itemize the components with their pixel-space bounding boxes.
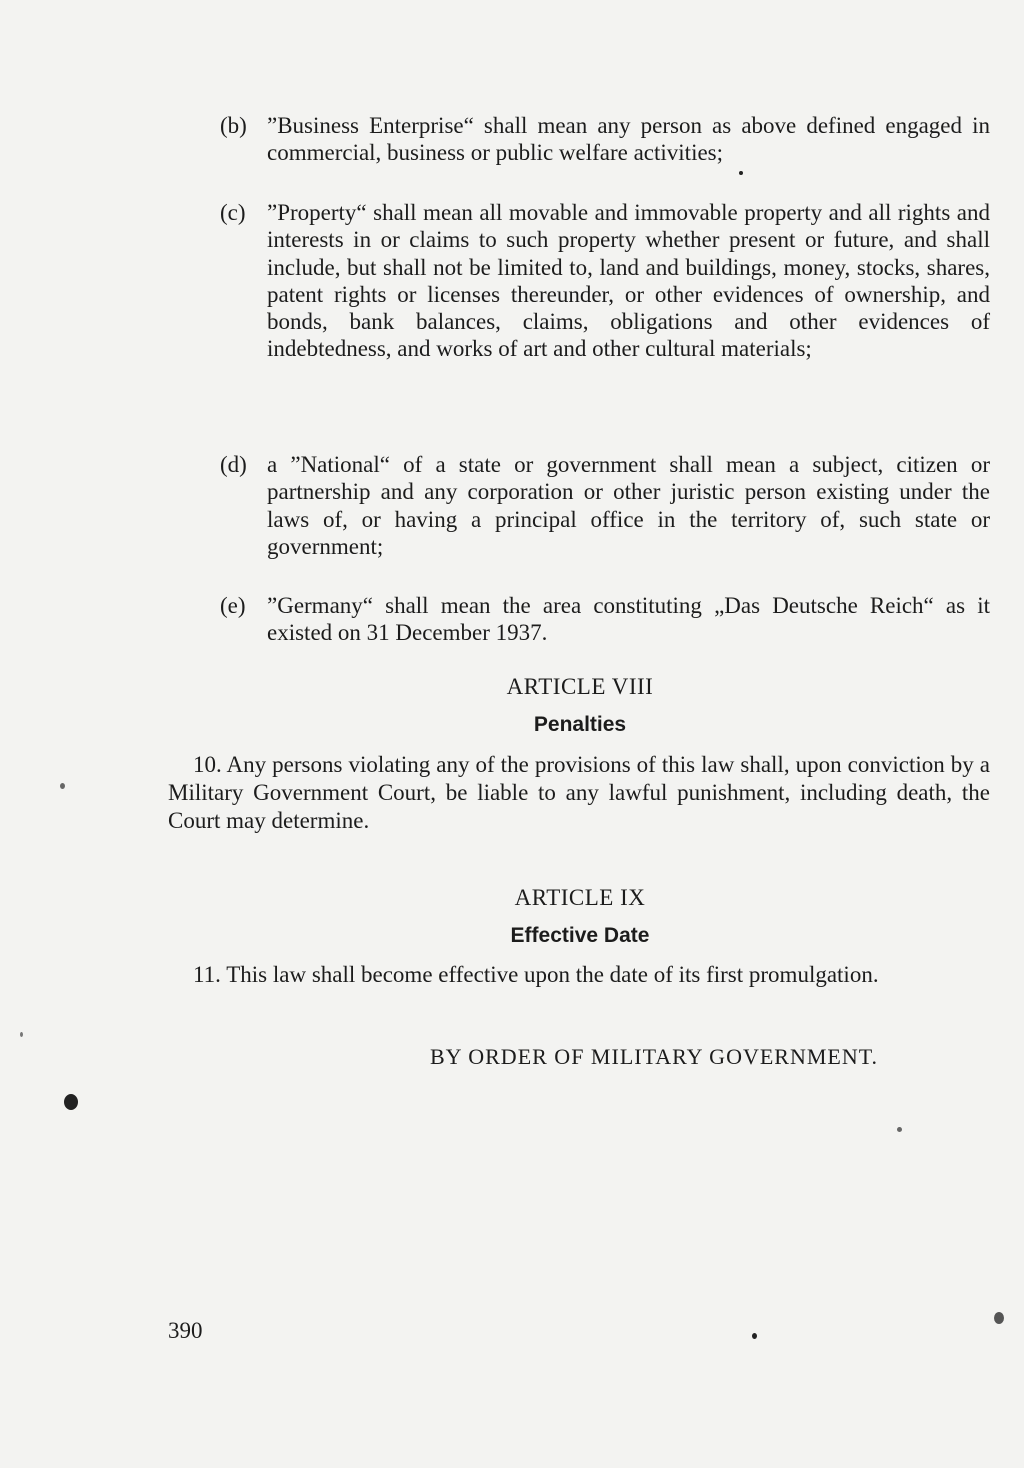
- definition-letter: (b): [220, 113, 247, 138]
- scan-speck: [897, 1127, 902, 1132]
- scan-speck: [994, 1312, 1004, 1324]
- article-viii-paragraph: 10. Any persons violating any of the provisions of this law shall, upon conviction by a Military Government Court, be liable to any lawful punishment, including death, the Court may determine.: [168, 752, 990, 833]
- definition-e: [220, 592, 990, 647]
- definition-c: [220, 199, 990, 363]
- scan-speck: [739, 171, 743, 175]
- page-number: 390: [168, 1318, 203, 1343]
- definition-letter: (c): [220, 200, 246, 225]
- definition-letter: (e): [220, 593, 246, 618]
- definition-text: ”Business Enterprise“ shall mean any person as above defined engaged in commercial, business or public welfare activities;: [267, 113, 990, 166]
- definition-text: ”Property“ shall mean all movable and immovable property and all rights and interests in or claims to such property whether present or future, and shall include, but shall not be limited to, land and buildings, money, stocks, shares, patent rights or licenses thereunder, or other evidences of ownership, and bonds, bank balances, claims, obligations and other evidences of indebtedness, and works of art and other cultural materials;: [267, 200, 990, 362]
- article-viii-subheading: Penalties: [533, 713, 627, 736]
- signature-line: BY ORDER OF MILITARY GOVERNMENT.: [430, 1044, 879, 1069]
- scan-speck: [752, 1333, 757, 1339]
- definition-text: ”Germany“ shall mean the area constituting „Das Deutsche Reich“ as it existed on 31 December 1937.: [267, 593, 990, 646]
- definition-d: [220, 451, 990, 560]
- article-ix-subheading: Effective Date: [510, 924, 650, 947]
- definition-text: a ”National“ of a state or government shall mean a subject, citizen or partnership and any corporation or other juristic person existing under the laws of, or having a principal office in the territory of, such state or government;: [267, 452, 990, 559]
- article-ix-heading: ARTICLE IX: [514, 885, 646, 910]
- article-viii-heading: ARTICLE VIII: [506, 674, 654, 699]
- scan-speck: [60, 783, 65, 789]
- definition-letter: (d): [220, 452, 247, 477]
- article-ix-paragraph: 11. This law shall become effective upon the date of its first promulgation.: [193, 962, 879, 987]
- definition-b: [220, 112, 990, 167]
- scan-speck: [64, 1094, 78, 1110]
- scan-speck: [20, 1032, 23, 1037]
